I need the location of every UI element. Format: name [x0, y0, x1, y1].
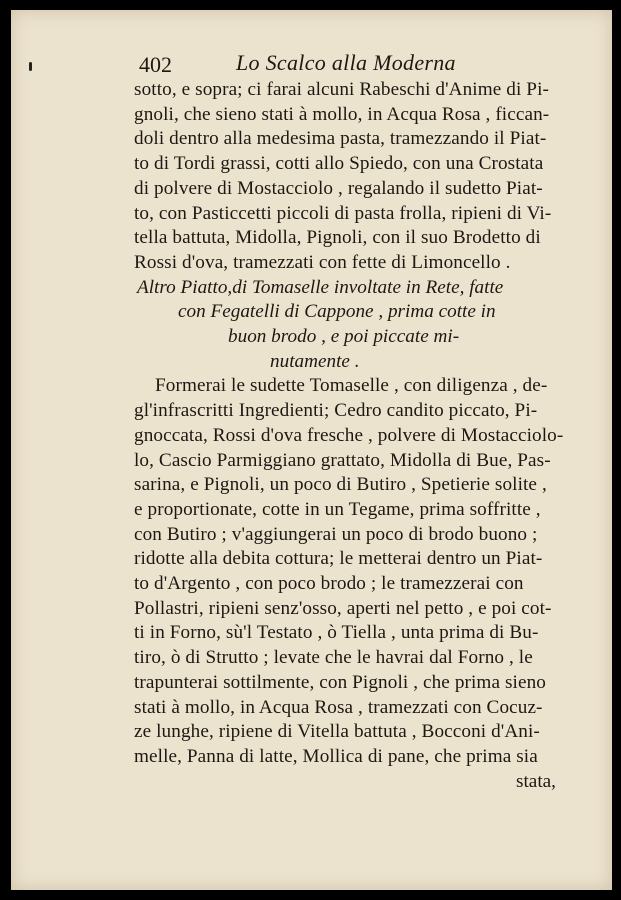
book-page: [11, 10, 612, 890]
text-line: stati à mollo, in Acqua Rosa , tramezzati con Cocuz-: [134, 696, 543, 718]
heading-line: buon brodo , e poi piccate mi-: [228, 326, 460, 348]
text-line: con Butiro ; v'aggiungerai un poco di brodo buono ;: [134, 523, 538, 545]
text-line: ze lunghe, ripiene di Vitella battuta , Bocconi d'Ani-: [134, 721, 540, 743]
page-number: 402: [139, 52, 172, 77]
text-line: di polvere di Mostacciolo , regalando il sudetto Piat-: [134, 177, 543, 199]
text-line: Rossi d'ova, tramezzati con fette di Limoncello .: [134, 251, 511, 273]
paragraph-2: [134, 374, 582, 769]
text-line: gnoli, che sieno stati à mollo, in Acqua Rosa , ficcan-: [134, 103, 550, 125]
body-text: [134, 78, 582, 794]
text-line: Pollastri, ripieni senz'osso, aperti nel petto , e poi cot-: [134, 597, 552, 619]
text-line: tella battuta, Midolla, Pignoli, con il suo Brodetto di: [134, 227, 541, 249]
text-line: sarina, e Pignoli, un poco di Butiro , Spetierie solite ,: [134, 474, 547, 496]
text-line: ridotte alla debita cottura; le metterai dentro un Piat-: [134, 548, 543, 570]
text-line: to di Tordi grassi, cotti allo Spiedo, con una Crostata: [134, 153, 544, 175]
text-line: ti in Forno, sù'l Testato , ò Tiella , unta prima di Bu-: [134, 622, 539, 644]
text-line: Formerai le sudette Tomaselle , con diligenza , de-: [155, 375, 548, 397]
paragraph-1: [134, 78, 582, 276]
text-line: lo, Cascio Parmiggiano grattato, Midolla di Bue, Pas-: [134, 449, 551, 471]
heading-line: Altro Piatto,di Tomaselle involtate in Rete, fatte: [137, 276, 504, 298]
heading-line: con Fegatelli di Cappone , prima cotte in: [178, 301, 496, 323]
text-line: to d'Argento , con poco brodo ; le tramezzerai con: [134, 573, 524, 595]
text-line: gl'infrascritti Ingredienti; Cedro candito piccato, Pi-: [134, 400, 538, 422]
text-line: to, con Pasticcetti piccoli di pasta frolla, ripieni di Vi-: [134, 202, 552, 224]
text-line: sotto, e sopra; ci farai alcuni Rabeschi d'Anime di Pi-: [134, 79, 549, 100]
heading-line: nutamente .: [270, 350, 360, 372]
margin-mark: [29, 62, 32, 71]
text-line: doli dentro alla medesima pasta, tramezzando il Piat-: [134, 128, 547, 150]
text-line: tiro, ò di Strutto ; levate che le havrai dal Forno , le: [134, 647, 533, 669]
page-header: [139, 50, 589, 78]
section-heading: [134, 276, 582, 375]
running-title: Lo Scalco alla Moderna: [236, 50, 456, 75]
text-line: melle, Panna di latte, Mollica di pane, che prima sia: [134, 745, 538, 767]
catchword: stata,: [516, 770, 556, 792]
text-line: trapunterai sottilmente, con Pignoli , che prima sieno: [134, 671, 546, 693]
text-line: gnoccata, Rossi d'ova fresche , polvere di Mostacciolo-: [134, 424, 564, 446]
text-line: e proportionate, cotte in un Tegame, prima soffritte ,: [134, 498, 541, 520]
